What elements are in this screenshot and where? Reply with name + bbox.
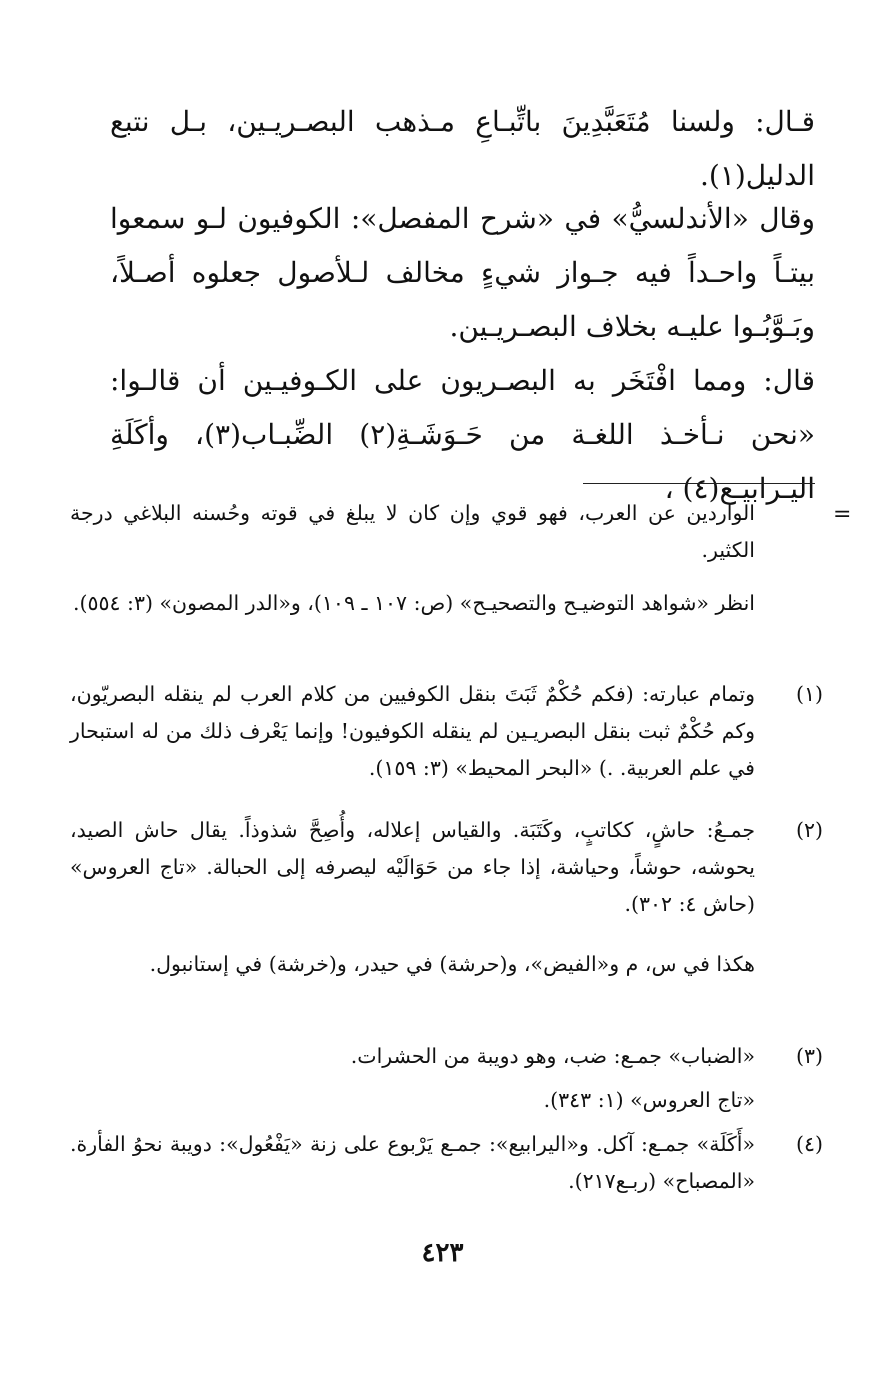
footnote-3-text-b: «تاج العروس» (١: ٣٤٣).: [543, 1088, 755, 1112]
footnote-2-text-b: هكذا في س، م و«الفيض»، و(حرشة) في حيدر، و(خرشة) في إستانبول.: [149, 952, 755, 976]
footnote-3-text: «الضباب» جمـع: ضب، وهو دويبة من الحشرات.: [350, 1044, 755, 1068]
footnote-2-text: جمـعُ: حاشٍ، ككاتبٍ، وكَتَبَة. والقياس إعلاله، وأُصِحَّ شذوذاً. يقال حاش الصيد، يحوشه، حوشاً، وحياشة، إذا جاء من حَوَالَيْه ليصرفه إلى الحبالة. «تاج العروس» (حاش ٤: ٣٠٢).: [70, 818, 755, 916]
footnote-continuation-2: انظر «شواهد التوضيـح والتصحيـح» (ص: ١٠٧ ـ ١٠٩)، و«الدر المصون» (٣: ٥٥٤).: [72, 591, 755, 615]
footnote-continuation-1: الواردين عن العرب، فهو قوي وإن كان لا يبلغ في قوته وحُسنه البلاغي درجة الكثير.: [70, 501, 755, 562]
footnote-4-text: «أَكَلَة» جمـع: آكل. و«اليرابيع»: جمـع يَرْبوع على زنة «يَفْعُول»: دويبة نحوُ الفأرة. «المصباح» (ربـع٢١٧).: [70, 1132, 755, 1193]
page-number: ٤٢٣: [421, 1238, 464, 1268]
footnote-3-number: (٣): [795, 1044, 823, 1068]
footnote-4-number: (٤): [795, 1132, 823, 1156]
main-paragraph-1: قـال: ولسنا مُتَعَبَّدِينَ باتِّبـاعِ مـذهب البصـريـين، بـل نتبع الدليل(١).: [110, 105, 815, 192]
main-paragraph-2: وقال «الأندلسيُّ» في «شرح المفصل»: الكوفيون لـو سمعوا بيتـاً واحـداً فيه جـواز شيءٍ مخالف لـلأصول جعلوه أصـلاً، وبَـوَّبُـوا عليـه بخلاف البصـريـين.: [110, 202, 815, 343]
footnote-separator: [583, 483, 815, 484]
footnote-1-text: وتمام عبارته: (فكم حُكْمٌ ثَبَتَ بنقل الكوفيين من كلام العرب لم ينقله البصريّون، وكم حُكْمٌ ثبت بنقل البصريـين لم ينقله الكوفيون! وإنما يَعْرف ذلك من له استبحار في علم العربية. .) «البحر المحيط» (٣: ١٥٩).: [70, 682, 755, 780]
main-paragraph-3: قال: ومما افْتَخَر به البصـريون على الكـوفيـين أن قالـوا: «نحن نـأخـذ اللغـة من حَـوَشَـةِ(٢) الضِّبـاب(٣)، وأكَلَةِ اليـرابيـع(٤) ،: [110, 364, 816, 505]
footnote-2-number: (٢): [795, 818, 823, 842]
continuation-mark: =: [833, 502, 852, 527]
footnote-1-number: (١): [795, 682, 823, 706]
